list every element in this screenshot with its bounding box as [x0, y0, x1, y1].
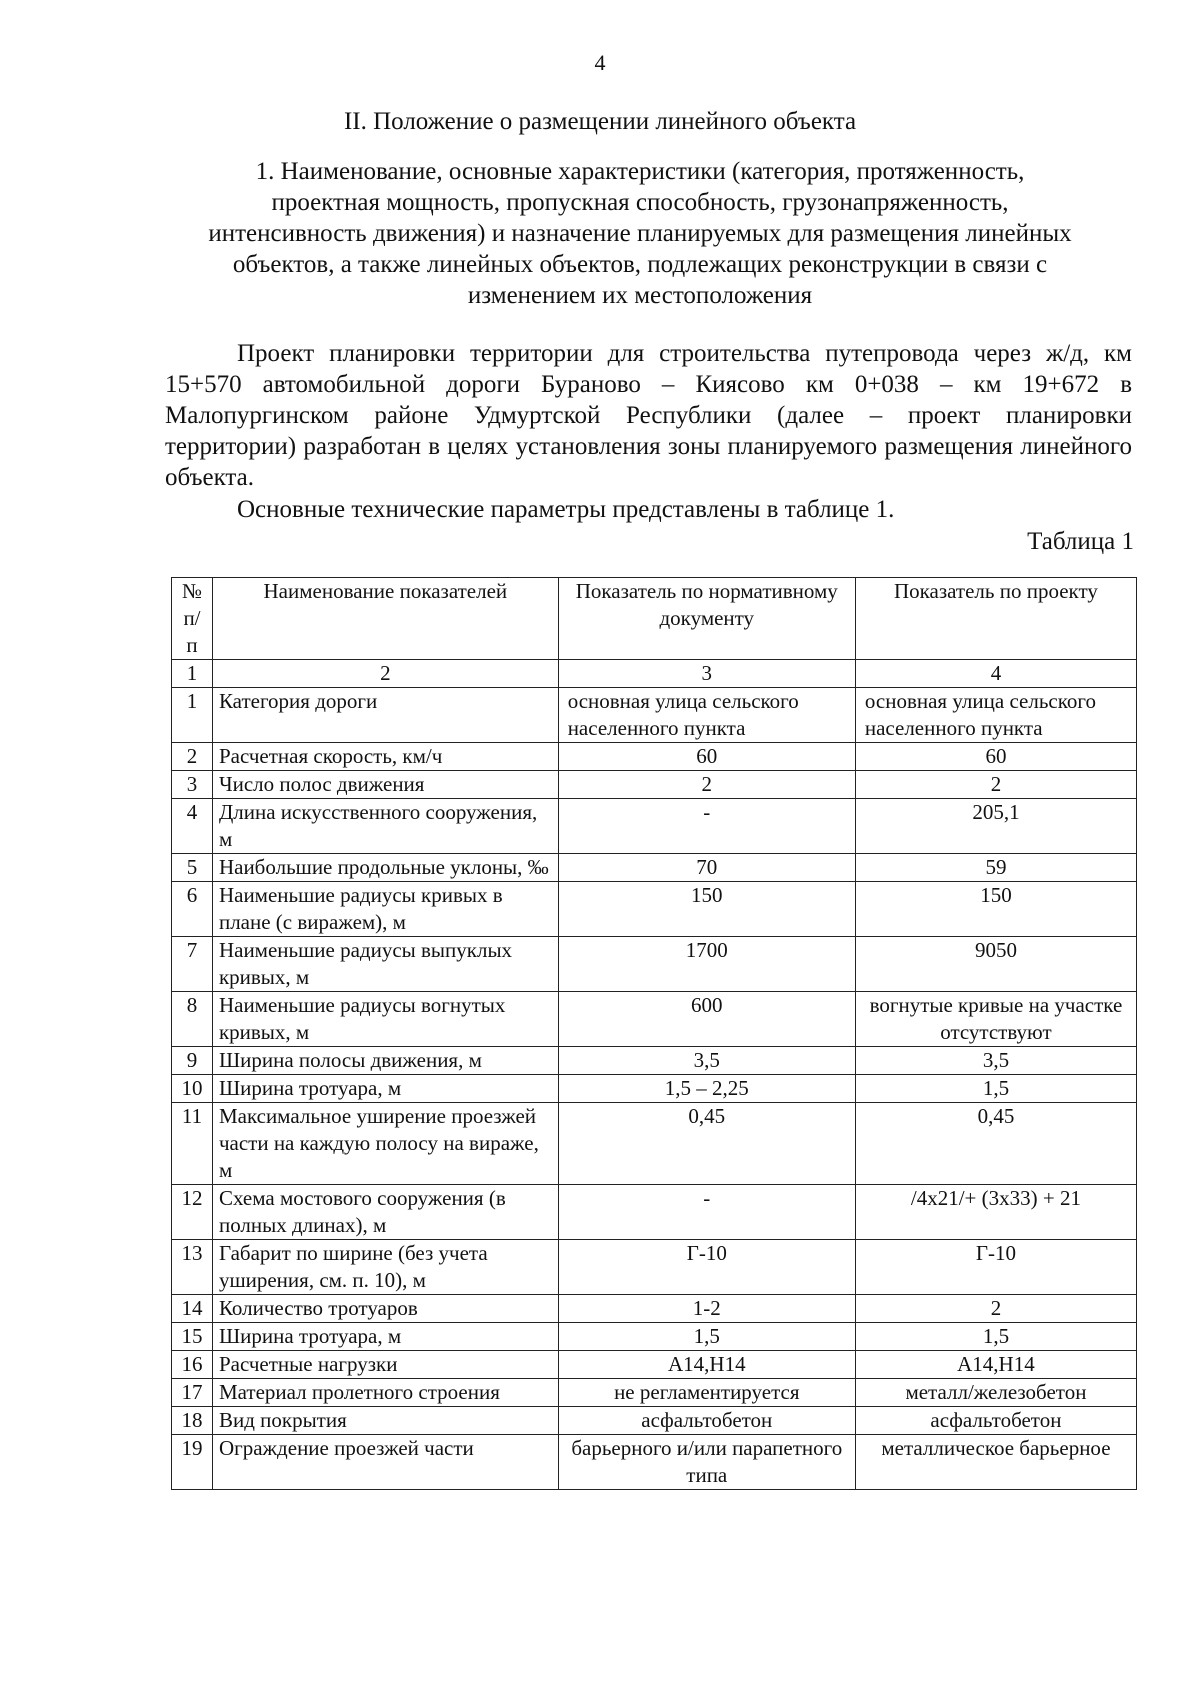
row-name: Габарит по ширине (без учета уширения, см. п. 10), м [212, 1240, 558, 1295]
table-row [172, 854, 1137, 882]
row-name: Расчетная скорость, км/ч [212, 743, 558, 771]
row-number: 17 [172, 1379, 213, 1407]
row-norm-value: 0,45 [558, 1103, 855, 1185]
row-number: 12 [172, 1185, 213, 1240]
section-title: II. Положение о размещении линейного объекта [343, 108, 857, 135]
row-number: 10 [172, 1075, 213, 1103]
row-norm-value: 1,5 [558, 1323, 855, 1351]
row-number: 1 [172, 688, 213, 743]
row-proj-value: 1,5 [855, 1323, 1136, 1351]
row-norm-value: не регламентируется [558, 1379, 855, 1407]
table-row [172, 1379, 1137, 1407]
column-number: 4 [855, 660, 1136, 688]
row-number: 2 [172, 743, 213, 771]
row-proj-value: 2 [855, 1295, 1136, 1323]
subsection-title: 1. Наименование, основные характеристики (категория, протяженность, проектная мощность, пропускная способность, грузонапряженность, интенсивность движения) и назначение планируемых для размещения линейных объектов, а также линейных объектов, подлежащих реконструкции в связи с изменением их местоположения [208, 158, 1072, 309]
table-body [172, 688, 1137, 1490]
row-number: 13 [172, 1240, 213, 1295]
row-norm-value: основная улица сельского населенного пункта [558, 688, 855, 743]
row-proj-value: Г-10 [855, 1240, 1136, 1295]
row-name: Расчетные нагрузки [212, 1351, 558, 1379]
row-proj-value: 3,5 [855, 1047, 1136, 1075]
row-norm-value: 3,5 [558, 1047, 855, 1075]
table-row [172, 771, 1137, 799]
row-proj-value: 9050 [855, 937, 1136, 992]
table-row [172, 799, 1137, 854]
page-number: 4 [594, 50, 606, 75]
row-proj-value: металл/железобетон [855, 1379, 1136, 1407]
row-number: 5 [172, 854, 213, 882]
table-row [172, 688, 1137, 743]
row-proj-value: вогнутые кривые на участке отсутствуют [855, 992, 1136, 1047]
row-norm-value: барьерного и/или парапетного типа [558, 1435, 855, 1490]
row-proj-value: А14,Н14 [855, 1351, 1136, 1379]
table-row [172, 937, 1137, 992]
row-name: Количество тротуаров [212, 1295, 558, 1323]
row-name: Наименьшие радиусы вогнутых кривых, м [212, 992, 558, 1047]
row-proj-value: 150 [855, 882, 1136, 937]
header-proj: Показатель по проекту [855, 578, 1136, 660]
row-norm-value: 1,5 – 2,25 [558, 1075, 855, 1103]
table-caption: Таблица 1 [1027, 528, 1134, 555]
row-number: 14 [172, 1295, 213, 1323]
column-number: 3 [558, 660, 855, 688]
row-norm-value: Г-10 [558, 1240, 855, 1295]
row-number: 4 [172, 799, 213, 854]
row-proj-value: 59 [855, 854, 1136, 882]
table-row [172, 1075, 1137, 1103]
table-row [172, 1407, 1137, 1435]
table-row [172, 1103, 1137, 1185]
row-proj-value: 0,45 [855, 1103, 1136, 1185]
row-norm-value: - [558, 799, 855, 854]
row-name: Категория дороги [212, 688, 558, 743]
parameters-table [171, 577, 1137, 1490]
row-name: Схема мостового сооружения (в полных длинах), м [212, 1185, 558, 1240]
row-name: Наименьшие радиусы выпуклых кривых, м [212, 937, 558, 992]
row-proj-value: 60 [855, 743, 1136, 771]
row-norm-value: 2 [558, 771, 855, 799]
table-row [172, 1435, 1137, 1490]
row-name: Ширина полосы движения, м [212, 1047, 558, 1075]
row-norm-value: 60 [558, 743, 855, 771]
row-name: Ширина тротуара, м [212, 1075, 558, 1103]
row-proj-value: асфальтобетон [855, 1407, 1136, 1435]
row-name: Наименьшие радиусы кривых в плане (с виражем), м [212, 882, 558, 937]
table-row [172, 882, 1137, 937]
row-number: 15 [172, 1323, 213, 1351]
row-number: 6 [172, 882, 213, 937]
row-proj-value: металлическое барьерное [855, 1435, 1136, 1490]
table-row [172, 1047, 1137, 1075]
row-number: 16 [172, 1351, 213, 1379]
row-name: Ширина тротуара, м [212, 1323, 558, 1351]
header-num: № п/п [172, 578, 213, 660]
row-proj-value: /4х21/+ (3х33) + 21 [855, 1185, 1136, 1240]
row-norm-value: 600 [558, 992, 855, 1047]
table-row [172, 1351, 1137, 1379]
params-note: Основные технические параметры представлены в таблице 1. [237, 496, 895, 523]
row-norm-value: асфальтобетон [558, 1407, 855, 1435]
row-norm-value: 1-2 [558, 1295, 855, 1323]
row-name: Ограждение проезжей части [212, 1435, 558, 1490]
row-proj-value: основная улица сельского населенного пункта [855, 688, 1136, 743]
row-name: Материал пролетного строения [212, 1379, 558, 1407]
row-number: 11 [172, 1103, 213, 1185]
table-row [172, 743, 1137, 771]
row-name: Вид покрытия [212, 1407, 558, 1435]
row-number: 18 [172, 1407, 213, 1435]
row-norm-value: 1700 [558, 937, 855, 992]
column-number: 1 [172, 660, 213, 688]
row-number: 19 [172, 1435, 213, 1490]
row-number: 8 [172, 992, 213, 1047]
column-number: 2 [212, 660, 558, 688]
table-row [172, 1240, 1137, 1295]
table-row [172, 992, 1137, 1047]
intro-paragraph: Проект планировки территории для строительства путепровода через ж/д, км 15+570 автомобильной дороги Бураново – Киясово км 0+038 – км 19+672 в Малопургинском районе Удмуртской Республики (далее – проект планировки территории) разработан в целях установления зоны планируемого размещения линейного объекта. [165, 340, 1132, 491]
row-name: Максимальное уширение проезжей части на каждую полосу на вираже, м [212, 1103, 558, 1185]
row-name: Наибольшие продольные уклоны, ‰ [212, 854, 558, 882]
row-name: Число полос движения [212, 771, 558, 799]
column-number-row [172, 660, 1137, 688]
table-row [172, 1295, 1137, 1323]
row-proj-value: 1,5 [855, 1075, 1136, 1103]
row-proj-value: 2 [855, 771, 1136, 799]
header-name: Наименование показателей [212, 578, 558, 660]
table-row [172, 1323, 1137, 1351]
row-name: Длина искусственного сооружения, м [212, 799, 558, 854]
row-norm-value: А14,Н14 [558, 1351, 855, 1379]
row-norm-value: 150 [558, 882, 855, 937]
row-proj-value: 205,1 [855, 799, 1136, 854]
row-norm-value: 70 [558, 854, 855, 882]
row-number: 9 [172, 1047, 213, 1075]
table-header-row [172, 578, 1137, 660]
table-row [172, 1185, 1137, 1240]
row-number: 7 [172, 937, 213, 992]
row-number: 3 [172, 771, 213, 799]
row-norm-value: - [558, 1185, 855, 1240]
header-norm: Показатель по нормативному документу [558, 578, 855, 660]
